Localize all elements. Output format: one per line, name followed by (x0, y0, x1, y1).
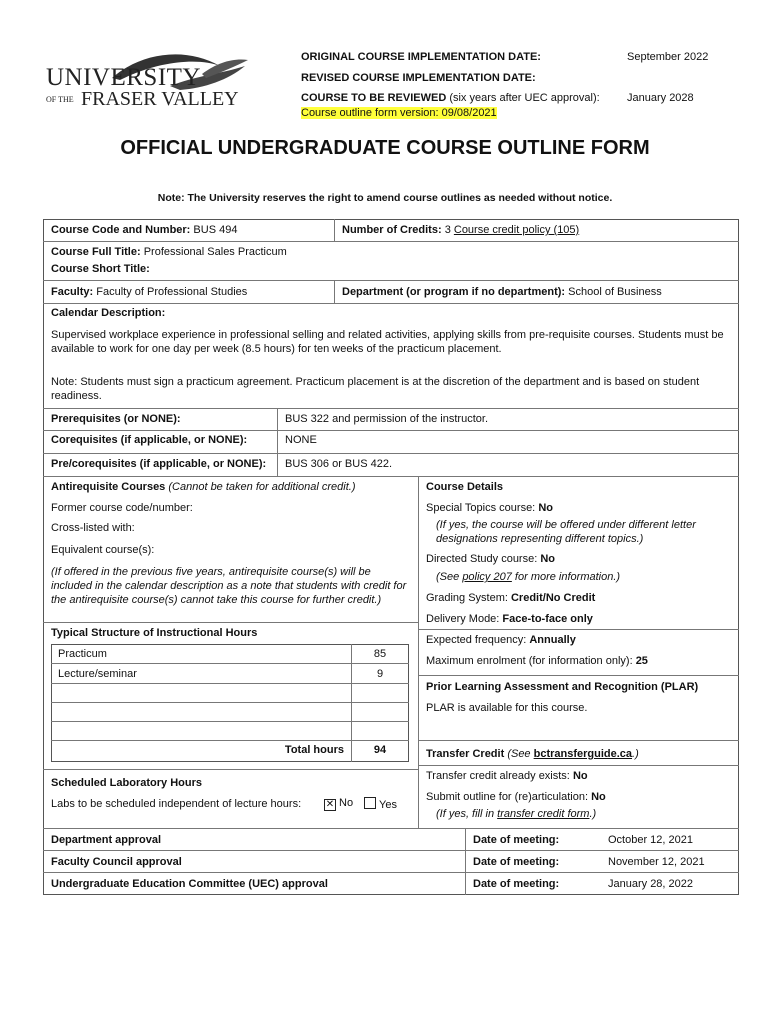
form-version-text: Course outline form version: 09/08/2021 (301, 107, 497, 119)
amend-note: Note: The University reserves the right to amend course outlines as needed without notice. (157, 192, 613, 204)
delivery-mode: Delivery Mode: Face-to-face only (426, 613, 593, 625)
approval-date-label: Date of meeting: (473, 856, 560, 868)
course-table (43, 219, 739, 895)
hours-heading: Typical Structure of Instructional Hours (51, 627, 258, 639)
credit-policy-link[interactable]: Course credit policy (105) (453, 224, 580, 236)
bctransferguide-link[interactable]: bctransferguide.ca (533, 748, 633, 760)
plar-heading: Prior Learning Assessment and Recognition (PLAR) (426, 681, 699, 693)
coreq-label: Corequisites (if applicable, or NONE): (51, 434, 248, 446)
logo-university: UNIVERSITY (46, 64, 201, 91)
review-date-note: (six years after UEC approval): (449, 92, 600, 104)
calendar-label: Calendar Description: (51, 307, 166, 319)
precoreq-label: Pre/corequisites (if applicable, or NONE): (51, 458, 267, 470)
hours-row-value: 9 (376, 668, 384, 680)
transfer-submit: Submit outline for (re)articulation: No (426, 791, 606, 803)
total-hours-value: 94 (373, 744, 387, 756)
hours-row-value: 85 (373, 648, 387, 660)
total-hours-label: Total hours (284, 744, 344, 756)
approval-label: Undergraduate Education Committee (UEC) approval (51, 878, 328, 890)
prereq-value: BUS 322 and permission of the instructor. (285, 413, 488, 425)
original-date-label: ORIGINAL COURSE IMPLEMENTATION DATE: (301, 51, 541, 63)
coreq-value: NONE (285, 434, 317, 446)
directed-study: Directed Study course: No (426, 553, 556, 565)
form-version (301, 107, 497, 119)
lab-question: Labs to be scheduled independent of lecture hours: (51, 798, 302, 810)
approval-date-label: Date of meeting: (473, 878, 560, 890)
approval-date: January 28, 2022 (608, 878, 694, 890)
calendar-note: Note: Students must sign a practicum agreement. Practicum placement is at the discretion of the department and is based on student readiness. (51, 376, 700, 402)
logo-of-the: OF THE (46, 95, 74, 104)
lab-no-checkbox[interactable]: ✕ (325, 799, 335, 810)
transfer-exists: Transfer credit already exists: No (426, 770, 588, 782)
revised-date-label: REVISED COURSE IMPLEMENTATION DATE: (301, 72, 536, 84)
cross-listed: Cross-listed with: (51, 522, 135, 534)
calendar-description: Supervised workplace experience in professional selling and related activities, applying skills from pre-requisite courses. Students must be available to work for one day per week (8.5 hours) for ten weeks of the practicum placement. (51, 329, 724, 355)
original-date-value: September 2022 (627, 51, 709, 63)
faculty: Faculty: Faculty of Professional Studies (51, 286, 248, 298)
lab-no-option[interactable]: ✕ No (325, 797, 354, 810)
lab-yes-checkbox[interactable] (364, 797, 376, 809)
approval-date-label: Date of meeting: (473, 834, 560, 846)
expected-frequency: Expected frequency: Annually (426, 634, 576, 646)
hours-row-label: Lecture/seminar (58, 668, 137, 680)
plar-text: PLAR is available for this course. (426, 702, 588, 714)
max-enrolment: Maximum enrolment (for information only): 25 (426, 655, 648, 667)
transfer-credit-form-link[interactable]: transfer credit form (497, 808, 590, 820)
lab-yes-option[interactable]: Yes (364, 797, 397, 811)
page-title: OFFICIAL UNDERGRADUATE COURSE OUTLINE FORM (120, 137, 650, 159)
approval-date: November 12, 2021 (608, 856, 705, 868)
antireq-note: (If offered in the previous five years, antirequisite course(s) will be included in the calendar description as a note that students with credit for the antirequisite course(s) cannot take this course for further credit.) (51, 566, 407, 606)
approval-date: October 12, 2021 (608, 834, 694, 846)
directed-study-note: (See policy 207 for more information.) (436, 571, 621, 583)
course-full-title: Course Full Title: Professional Sales Practicum (51, 246, 287, 258)
credits: Number of Credits: 3 Course credit policy (105) (342, 224, 580, 236)
review-date-value: January 2028 (627, 92, 694, 104)
lab-heading: Scheduled Laboratory Hours (51, 777, 202, 789)
course-code: Course Code and Number: BUS 494 (51, 224, 238, 236)
logo-fraser-valley: FRASER VALLEY (81, 88, 239, 110)
department: Department (or program if no department): School of Business (342, 286, 662, 298)
approval-label: Department approval (51, 834, 162, 846)
precoreq-value: BUS 306 or BUS 422. (285, 458, 393, 470)
transfer-submit-note: (If yes, fill in transfer credit form.) (436, 808, 597, 820)
special-topics-note: (If yes, the course will be offered under different letter designations representing different topics.) (436, 519, 696, 545)
grading-system: Grading System: Credit/No Credit (426, 592, 596, 604)
review-date-label: COURSE TO BE REVIEWED (301, 92, 447, 104)
hours-row-label: Practicum (58, 648, 107, 660)
policy-207-link[interactable]: policy 207 (462, 571, 512, 583)
review-date-line (301, 92, 600, 104)
prereq-label: Prerequisites (or NONE): (51, 413, 181, 425)
equivalent-courses: Equivalent course(s): (51, 544, 155, 556)
transfer-heading: Transfer Credit (See bctransferguide.ca.) (426, 748, 639, 760)
special-topics: Special Topics course: No (426, 502, 553, 514)
approval-label: Faculty Council approval (51, 856, 182, 868)
course-short-title-label: Course Short Title: (51, 263, 150, 275)
former-course: Former course code/number: (51, 502, 193, 514)
details-heading: Course Details (426, 481, 504, 493)
antireq-heading: Antirequisite Courses (Cannot be taken for additional credit.) (51, 481, 356, 493)
